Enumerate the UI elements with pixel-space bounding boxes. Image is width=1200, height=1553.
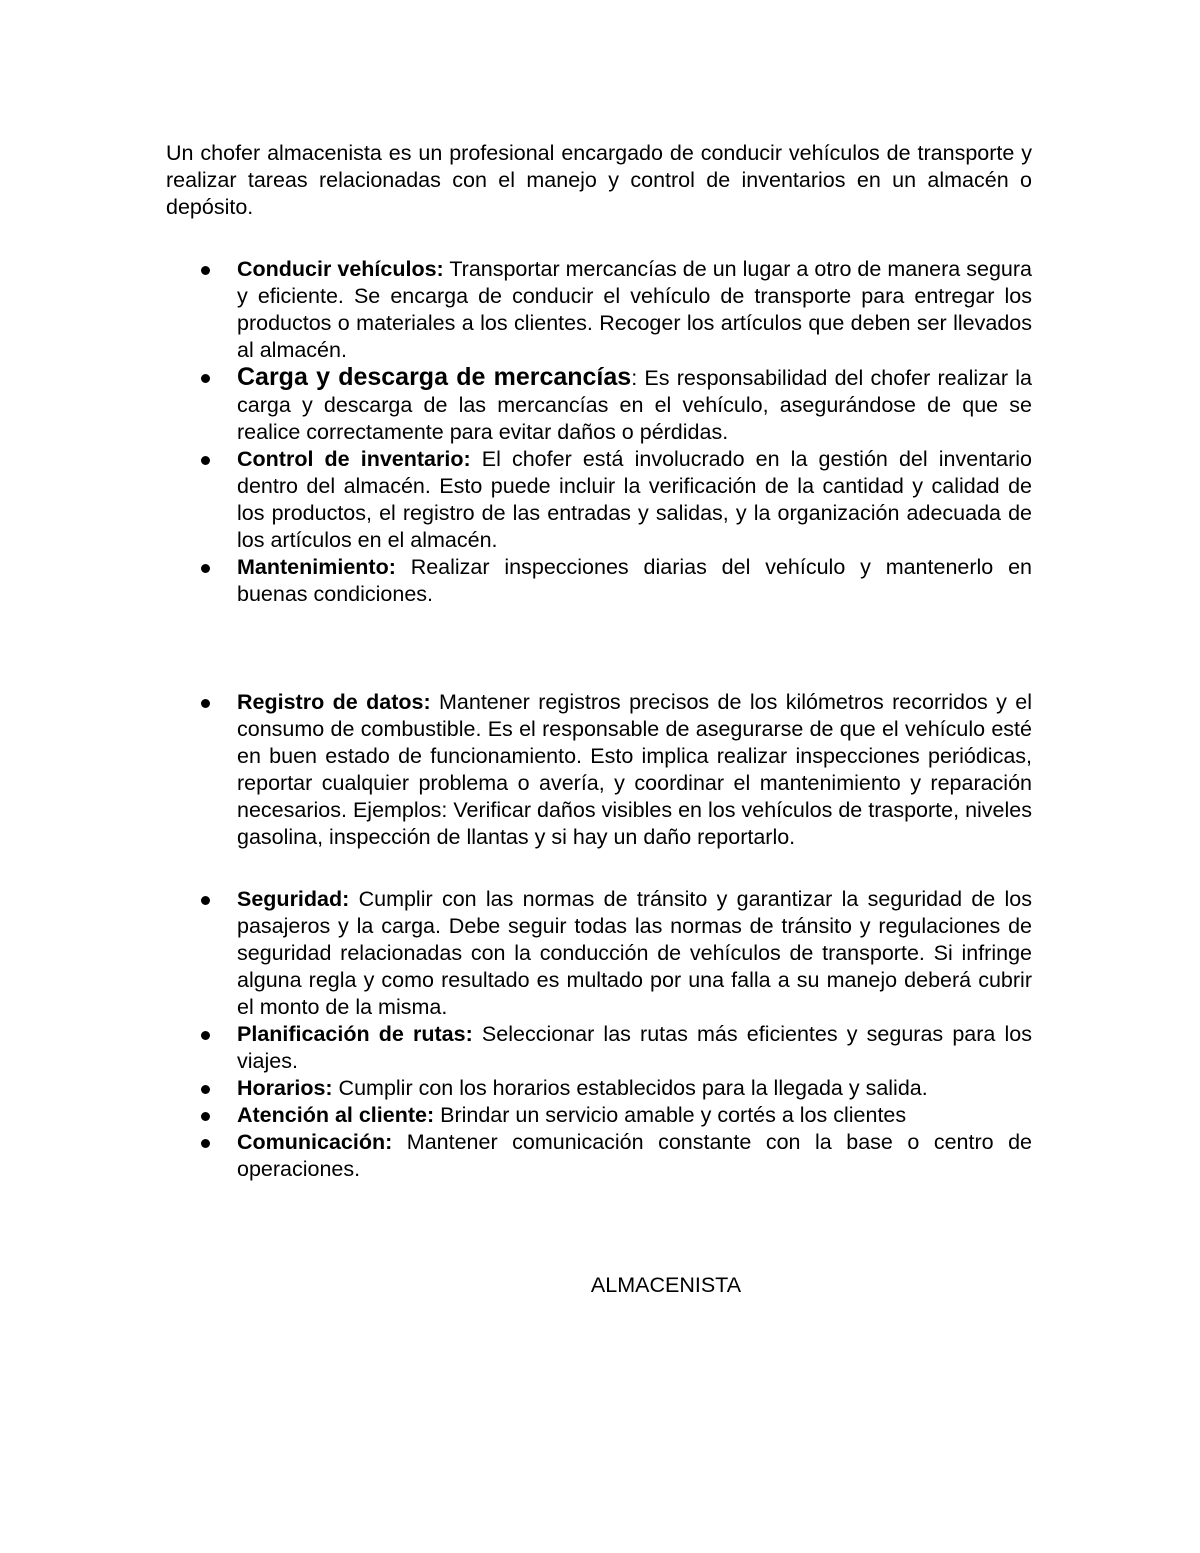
item-text: Realizar inspecciones diarias del vehículo y mantenerlo en buenas condiciones.	[237, 555, 1032, 606]
item-term: Planificación de rutas:	[237, 1022, 473, 1046]
bullet-icon	[201, 374, 210, 383]
document-body	[166, 140, 1032, 1183]
item-text: Mantener comunicación constante con la base o centro de operaciones.	[237, 1130, 1032, 1181]
closing-heading: ALMACENISTA	[590, 1273, 742, 1297]
item-term: Registro de datos:	[237, 690, 431, 714]
list-item	[166, 689, 1032, 851]
bullet-icon	[201, 1031, 210, 1040]
item-term: Mantenimiento:	[237, 555, 396, 579]
item-text: : Es responsabilidad del chofer realizar la carga y descarga de las mercancías en el vehículo, asegurándose de que se realice correctamente para evitar daños o pérdidas.	[237, 366, 1032, 444]
item-term: Seguridad:	[237, 887, 350, 911]
item-term: Horarios:	[237, 1076, 333, 1100]
item-term: Control de inventario:	[237, 447, 471, 471]
list-item	[166, 554, 1032, 608]
item-text: El chofer está involucrado en la gestión del inventario dentro del almacén. Esto puede incluir la verificación de la cantidad y calidad de los productos, el registro de las entradas y salidas, y la organización adecuada de los artículos en el almacén.	[237, 447, 1032, 552]
list-item	[166, 1021, 1032, 1075]
bullet-icon	[201, 1085, 210, 1094]
list-item	[166, 1075, 1032, 1102]
item-text: Cumplir con los horarios establecidos para la llegada y salida.	[332, 1076, 928, 1100]
list-item	[166, 1129, 1032, 1183]
list-item	[166, 446, 1032, 554]
item-text: Seleccionar las rutas más eficientes y seguras para los viajes.	[237, 1022, 1032, 1073]
item-text: Cumplir con las normas de tránsito y garantizar la seguridad de los pasajeros y la carga. Debe seguir todas las normas de tránsito y regulaciones de seguridad relacionadas con la conducción de vehículos de transporte. Si infringe alguna regla y como resultado es multado por una falla a su manejo deberá cubrir el monto de la misma.	[237, 887, 1032, 1019]
bullet-icon	[201, 266, 210, 275]
bullet-icon	[201, 1112, 210, 1121]
bullet-icon	[201, 456, 210, 465]
item-text: Transportar mercancías de un lugar a otro de manera segura y eficiente. Se encarga de conducir el vehículo de transporte para entregar los productos o materiales a los clientes. Recoger los artículos que deben ser llevados al almacén.	[237, 257, 1032, 362]
item-term: Comunicación:	[237, 1130, 393, 1154]
item-term: Carga y descarga de mercancías	[237, 363, 632, 391]
item-term: Atención al cliente:	[237, 1103, 435, 1127]
bullet-icon	[201, 896, 210, 905]
bullet-icon	[201, 699, 210, 708]
bullet-list	[166, 256, 1032, 1183]
bullet-icon	[201, 1139, 210, 1148]
list-item	[166, 886, 1032, 1021]
item-term: Conducir vehículos:	[237, 257, 444, 281]
intro-paragraph: Un chofer almacenista es un profesional encargado de conducir vehículos de transporte y realizar tareas relacionadas con el manejo y control de inventarios en un almacén o depósito.	[166, 141, 1032, 219]
list-item	[166, 1102, 1032, 1129]
list-item	[166, 364, 1032, 446]
item-text: Brindar un servicio amable y cortés a los clientes	[434, 1103, 907, 1127]
item-text: Mantener registros precisos de los kilómetros recorridos y el consumo de combustible. Es el responsable de asegurarse de que el vehículo esté en buen estado de funcionamiento. Esto implica realizar inspecciones periódicas, reportar cualquier problema o avería, y coordinar el mantenimiento y reparación necesarios. Ejemplos: Verificar daños visibles en los vehículos de trasporte, niveles gasolina, inspección de llantas y si hay un daño reportarlo.	[237, 690, 1032, 849]
bullet-icon	[201, 564, 210, 573]
list-item	[166, 256, 1032, 364]
